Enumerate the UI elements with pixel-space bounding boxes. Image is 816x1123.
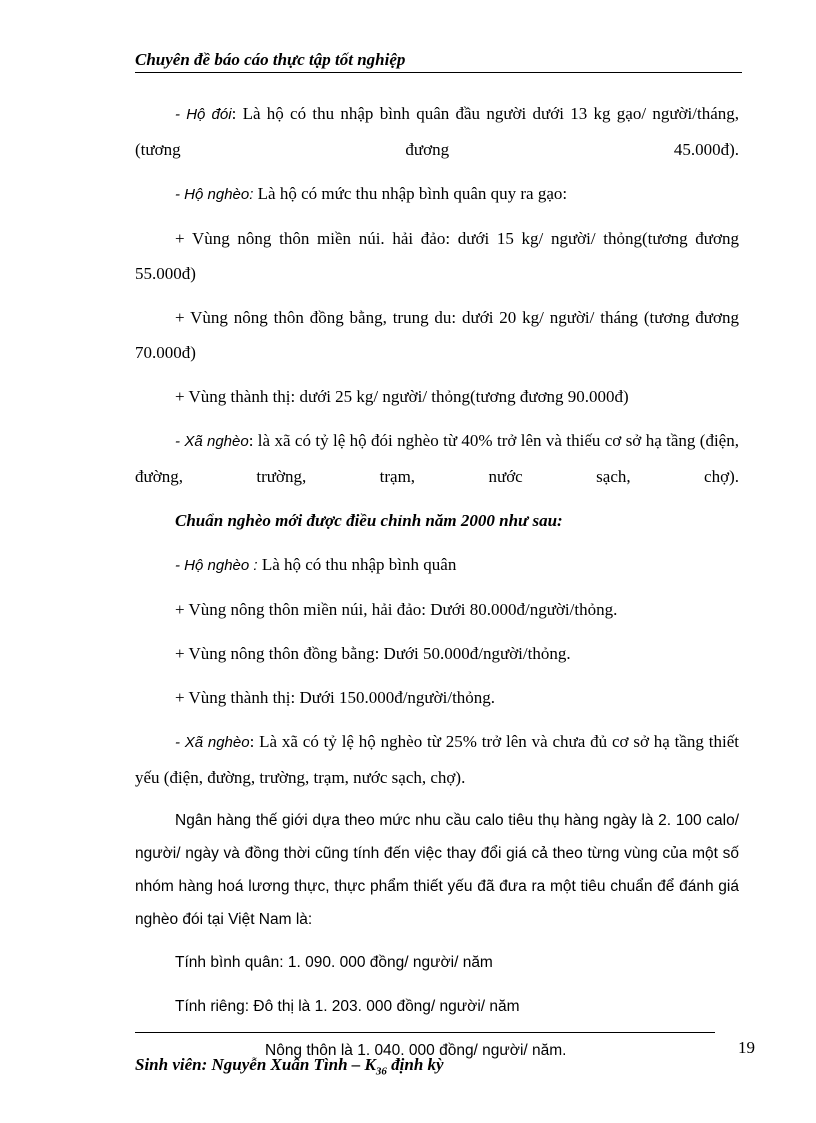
page-header-title: Chuyên đề báo cáo thực tập tốt nghiệp <box>135 50 406 69</box>
term-ho-ngheo-2: Hộ nghèo : <box>184 557 258 574</box>
page-number: 19 <box>738 1038 755 1057</box>
footer-student: Sinh viên: Nguyễn Xuân Tình – $K_{36}$ định kỳ <box>135 1055 444 1078</box>
document-body <box>135 96 739 1077</box>
paragraph-ho-ngheo-2: - Hộ nghèo : Là hộ có thu nhập bình quân <box>175 555 457 574</box>
line-tinh-rieng: Tính riêng: Đô thị là 1. 203. 000 đồng/ người/ năm <box>175 998 520 1015</box>
paragraph-vung-3: + Vùng thành thị: dưới 25 kg/ người/ thỏng(tương đương 90.000đ) <box>175 387 629 406</box>
paragraph-vung-1: + Vùng nông thôn miền núi. hải đảo: dưới 15 kg/ người/ thỏng(tương đương 55.000đ) <box>135 229 739 283</box>
footer-divider <box>135 1032 715 1033</box>
paragraph-xa-ngheo-1: - Xã nghèo: là xã có tỷ lệ hộ đói nghèo từ 40% trở lên và thiếu cơ sở hạ tầng (điện, đường, trường, trạm, nước sạch, chợ). <box>135 431 739 486</box>
term-xa-ngheo-2: Xã nghèo <box>184 734 250 751</box>
line-nong-thon: Nông thôn là 1. 040. 000 đồng/ người/ năm. <box>265 1042 567 1059</box>
paragraph-vung-6: + Vùng thành thị: Dưới 150.000đ/người/thỏng. <box>175 688 496 707</box>
paragraph-ho-doi: - Hộ đói: Là hộ có thu nhập bình quân đầu người dưới 13 kg gạo/ người/tháng, (tương đương 45.000đ). <box>135 104 740 159</box>
paragraph-xa-ngheo-2: - Xã nghèo: Là xã có tỷ lệ hộ nghèo từ 25% trở lên và chưa đủ cơ sở hạ tầng thiết yếu (điện, đường, trường, trạm, nước sạch, chợ). <box>135 732 739 787</box>
line-tinh-binh-quan: Tính bình quân: 1. 090. 000 đồng/ người/ năm <box>175 954 493 971</box>
paragraph-ho-ngheo-1: - Hộ nghèo: Là hộ có mức thu nhập bình quân quy ra gạo: <box>175 184 568 203</box>
section-heading-chuan-ngheo: Chuẩn nghèo mới được điều chỉnh năm 2000 như sau: <box>175 511 563 530</box>
paragraph-vung-2: + Vùng nông thôn đồng bằng, trung du: dưới 20 kg/ người/ tháng (tương đương 70.000đ) <box>135 308 739 362</box>
term-ho-doi: Hộ đói <box>186 106 232 123</box>
term-ho-ngheo: Hộ nghèo: <box>184 186 254 203</box>
header-divider <box>135 72 742 73</box>
paragraph-vung-4: + Vùng nông thôn miền núi, hải đảo: Dưới 80.000đ/người/thỏng. <box>175 600 618 619</box>
term-xa-ngheo: Xã nghèo <box>184 433 249 450</box>
paragraph-ngan-hang: Ngân hàng thế giới dựa theo mức nhu cầu calo tiêu thụ hàng ngày là 2. 100 calo/ người/ ngày và đồng thời cũng tính đến việc thay đổi giá cả theo từng vùng của một số nhóm hàng hoá lương thực, thực phẩm thiết yếu đã đưa ra một tiêu chuẩn để đánh giá nghèo đói tại Việt Nam là: <box>135 812 739 928</box>
paragraph-vung-5: + Vùng nông thôn đồng bằng: Dưới 50.000đ/người/thỏng. <box>175 644 571 663</box>
